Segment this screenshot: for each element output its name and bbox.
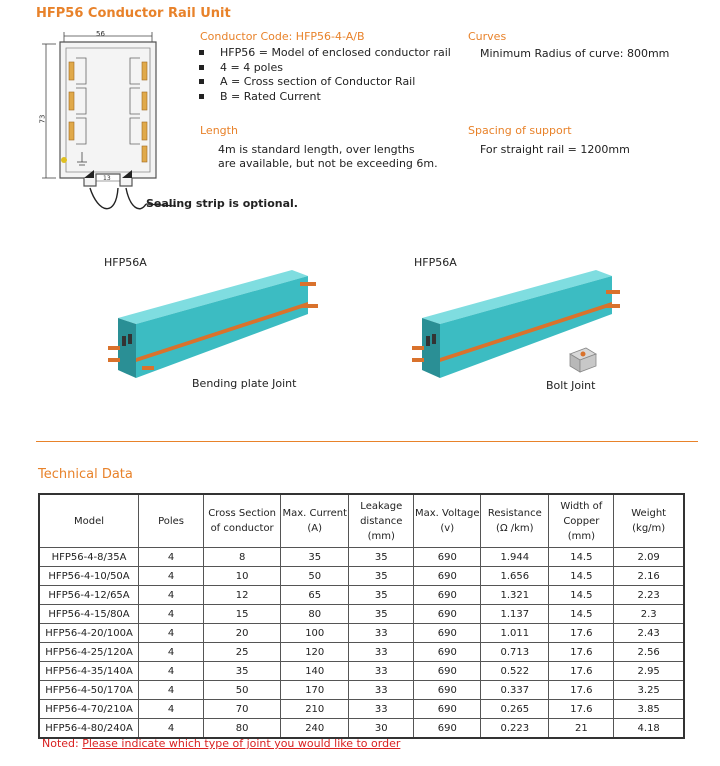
length-line1: 4m is standard length, over lengths xyxy=(218,143,415,156)
table-cell: 30 xyxy=(349,719,414,739)
table-cell: 33 xyxy=(349,700,414,719)
table-cell: 0.713 xyxy=(481,643,549,662)
table-cell: 8 xyxy=(204,548,281,567)
table-row xyxy=(39,643,684,662)
table-cell: 2.43 xyxy=(614,624,684,643)
table-cell: 210 xyxy=(281,700,349,719)
table-cell: 65 xyxy=(281,586,349,605)
table-cell: 100 xyxy=(281,624,349,643)
code-heading: Conductor Code: HFP56-4-A/B xyxy=(200,30,365,43)
table-cell: 170 xyxy=(281,681,349,700)
table-cell: HFP56-4-35/140A xyxy=(39,662,139,681)
rail-image-1 xyxy=(96,262,326,392)
table-cell: 17.6 xyxy=(549,700,614,719)
table-cell: 3.25 xyxy=(614,681,684,700)
length-line2: are available, but not be exceeding 6m. xyxy=(218,157,438,170)
table-cell: 70 xyxy=(204,700,281,719)
table-cell: 21 xyxy=(549,719,614,739)
table-cell: 12 xyxy=(204,586,281,605)
product-1-label: HFP56A xyxy=(104,256,147,269)
table-cell: 3.85 xyxy=(614,700,684,719)
table-cell: HFP56-4-80/240A xyxy=(39,719,139,739)
note-prefix: Noted: xyxy=(42,737,83,750)
table-cell: 50 xyxy=(204,681,281,700)
curves-heading: Curves xyxy=(468,30,507,43)
table-cell: 0.522 xyxy=(481,662,549,681)
list-item: A = Cross section of Conductor Rail xyxy=(196,75,451,90)
product-1-caption: Bending plate Joint xyxy=(192,377,297,390)
sealing-note: Sealing strip is optional. xyxy=(146,197,298,210)
table-cell: 17.6 xyxy=(549,643,614,662)
gap-label: 13 xyxy=(103,175,111,182)
length-heading: Length xyxy=(200,124,238,137)
page-title: HFP56 Conductor Rail Unit xyxy=(36,6,231,21)
table-cell: 15 xyxy=(204,605,281,624)
table-cell: 80 xyxy=(281,605,349,624)
table-cell: 35 xyxy=(204,662,281,681)
table-cell: 690 xyxy=(414,624,481,643)
bolt-joint-icon xyxy=(566,344,600,374)
table-cell: 690 xyxy=(414,719,481,739)
table-cell: 240 xyxy=(281,719,349,739)
table-cell: 50 xyxy=(281,567,349,586)
table-cell: 33 xyxy=(349,662,414,681)
table-cell: 10 xyxy=(204,567,281,586)
list-item: HFP56 = Model of enclosed conductor rail xyxy=(196,46,451,61)
table-cell: 4.18 xyxy=(614,719,684,739)
table-cell: 35 xyxy=(349,548,414,567)
table-cell: 33 xyxy=(349,681,414,700)
table-cell: 690 xyxy=(414,567,481,586)
table-cell: 690 xyxy=(414,643,481,662)
table-cell: 690 xyxy=(414,662,481,681)
table-cell: 33 xyxy=(349,624,414,643)
table-cell: 2.23 xyxy=(614,586,684,605)
tech-table xyxy=(38,493,685,739)
table-row xyxy=(39,700,684,719)
table-cell: 2.16 xyxy=(614,567,684,586)
table-cell: 4 xyxy=(139,643,204,662)
table-cell: 35 xyxy=(349,605,414,624)
table-cell: 17.6 xyxy=(549,681,614,700)
table-cell: 690 xyxy=(414,548,481,567)
table-cell: 17.6 xyxy=(549,624,614,643)
list-item: B = Rated Current xyxy=(196,90,451,105)
col-header: Cross Section of conductor xyxy=(204,494,281,548)
table-cell: 2.3 xyxy=(614,605,684,624)
table-cell: 2.09 xyxy=(614,548,684,567)
height-label: 73 xyxy=(38,114,47,124)
table-cell: 4 xyxy=(139,567,204,586)
order-note xyxy=(42,737,400,750)
table-row xyxy=(39,681,684,700)
spacing-text: For straight rail = 1200mm xyxy=(480,143,630,156)
table-cell: 4 xyxy=(139,605,204,624)
col-header: Weight (kg/m) xyxy=(614,494,684,548)
table-cell: 14.5 xyxy=(549,586,614,605)
table-cell: 33 xyxy=(349,643,414,662)
table-cell: HFP56-4-8/35A xyxy=(39,548,139,567)
table-row xyxy=(39,586,684,605)
table-row xyxy=(39,719,684,739)
table-cell: 35 xyxy=(349,586,414,605)
table-cell: 14.5 xyxy=(549,548,614,567)
product-2-label: HFP56A xyxy=(414,256,457,269)
table-cell: 690 xyxy=(414,605,481,624)
table-cell: 4 xyxy=(139,719,204,739)
table-cell: 1.944 xyxy=(481,548,549,567)
width-label: 56 xyxy=(96,30,105,38)
table-cell: HFP56-4-10/50A xyxy=(39,567,139,586)
table-row xyxy=(39,548,684,567)
table-cell: 1.011 xyxy=(481,624,549,643)
table-cell: 35 xyxy=(349,567,414,586)
table-cell: 4 xyxy=(139,681,204,700)
col-header: Model xyxy=(39,494,139,548)
tech-heading: Technical Data xyxy=(38,467,133,482)
note-text: Please indicate which type of joint you would like to order xyxy=(82,737,401,750)
col-header: Resistance (Ω /km) xyxy=(481,494,549,548)
table-header-row xyxy=(39,494,684,548)
table-cell: 1.137 xyxy=(481,605,549,624)
table-cell: HFP56-4-15/80A xyxy=(39,605,139,624)
table-row xyxy=(39,605,684,624)
table-row xyxy=(39,624,684,643)
table-cell: 17.6 xyxy=(549,662,614,681)
table-cell: 4 xyxy=(139,662,204,681)
table-cell: 25 xyxy=(204,643,281,662)
list-item: 4 = 4 poles xyxy=(196,61,451,76)
table-cell: HFP56-4-20/100A xyxy=(39,624,139,643)
table-row xyxy=(39,567,684,586)
table-cell: 690 xyxy=(414,586,481,605)
code-list xyxy=(196,46,451,104)
col-header: Leakage distance (mm) xyxy=(349,494,414,548)
col-header: Max. Voltage (v) xyxy=(414,494,481,548)
table-cell: 120 xyxy=(281,643,349,662)
table-cell: 4 xyxy=(139,624,204,643)
table-cell: 2.95 xyxy=(614,662,684,681)
table-cell: HFP56-4-70/210A xyxy=(39,700,139,719)
table-cell: 1.321 xyxy=(481,586,549,605)
table-cell: HFP56-4-12/65A xyxy=(39,586,139,605)
table-cell: 0.223 xyxy=(481,719,549,739)
table-cell: 140 xyxy=(281,662,349,681)
table-cell: 4 xyxy=(139,586,204,605)
table-cell: 1.656 xyxy=(481,567,549,586)
table-cell: HFP56-4-50/170A xyxy=(39,681,139,700)
curves-text: Minimum Radius of curve: 800mm xyxy=(480,47,670,60)
table-cell: 35 xyxy=(281,548,349,567)
table-cell: 80 xyxy=(204,719,281,739)
table-cell: 690 xyxy=(414,700,481,719)
col-header: Width of Copper (mm) xyxy=(549,494,614,548)
table-cell: 0.337 xyxy=(481,681,549,700)
table-cell: 690 xyxy=(414,681,481,700)
table-cell: 20 xyxy=(204,624,281,643)
table-cell: HFP56-4-25/120A xyxy=(39,643,139,662)
table-cell: 4 xyxy=(139,700,204,719)
table-cell: 2.56 xyxy=(614,643,684,662)
table-cell: 14.5 xyxy=(549,567,614,586)
section-divider xyxy=(36,441,698,442)
table-row xyxy=(39,662,684,681)
table-cell: 0.265 xyxy=(481,700,549,719)
table-cell: 14.5 xyxy=(549,605,614,624)
spacing-heading: Spacing of support xyxy=(468,124,572,137)
col-header: Poles xyxy=(139,494,204,548)
col-header: Max. Current (A) xyxy=(281,494,349,548)
table-cell: 4 xyxy=(139,548,204,567)
product-2-caption: Bolt Joint xyxy=(546,379,596,392)
